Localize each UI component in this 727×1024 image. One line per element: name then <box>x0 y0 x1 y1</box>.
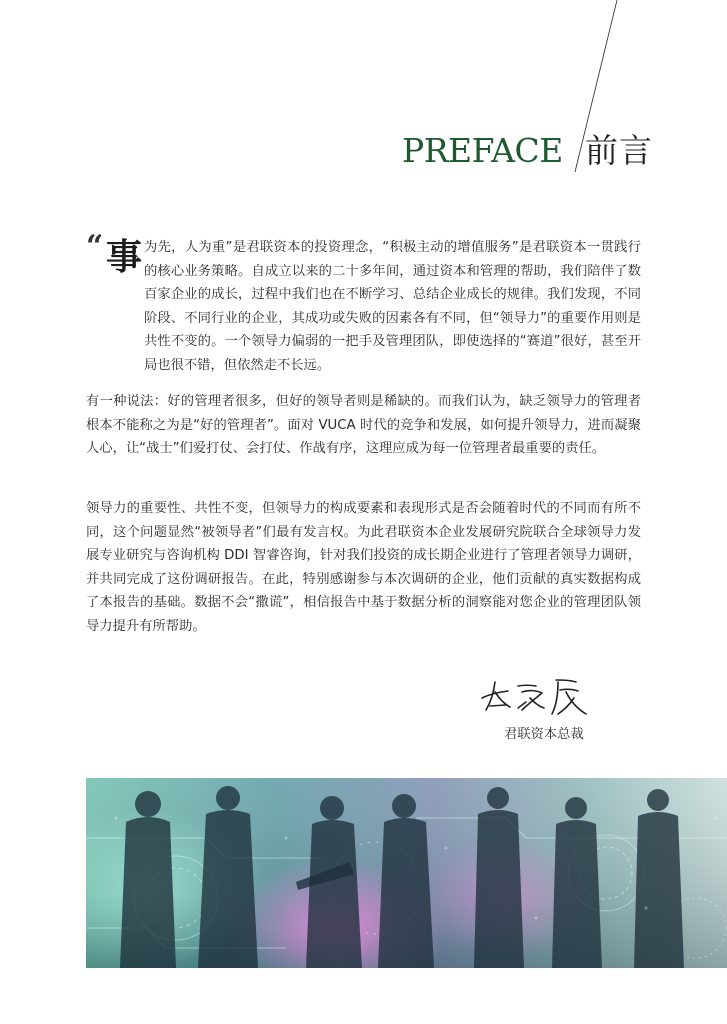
drop-cap: 事 <box>106 237 143 278</box>
opening-quote-mark: “ <box>86 229 104 264</box>
paragraph-1 <box>86 229 641 377</box>
handwritten-signature <box>478 674 598 718</box>
heading-chinese: 前言 <box>585 131 653 170</box>
signature-title: 君联资本总裁 <box>504 727 584 742</box>
paragraph-2-text: 有一种说法：好的管理者很多，但好的领导者则是稀缺的。而我们认为，缺乏领导力的管理者根本不能称之为是“好的管理者”。面对 VUCA 时代的竞争和发展，如何提升领导力，进而凝聚人心，让“战士”们爱打仗、会打仗、作战有序，这理应成为每一位管理者最重要的责任。 <box>86 394 641 456</box>
paragraph-2 <box>86 390 641 461</box>
heading-english: PREFACE <box>402 131 563 170</box>
hero-image-business-team <box>86 778 727 968</box>
paragraph-1-text: 为先，人为重”是君联资本的投资理念，“积极主动的增值服务”是君联资本一贯践行的核心业务策略。自成立以来的二十多年间，通过资本和管理的帮助，我们陪伴了数百家企业的成长，过程中我们也在不断学习、总结企业成长的规律。我们发现，不同阶段、不同行业的企业，其成功或失败的因素各有不同，但“领导力”的重要作用则是共性不变的。一个领导力偏弱的一把手及管理团队，即使选择的“赛道”很好，甚至开局也很不错，但依然走不长远。 <box>144 240 641 373</box>
preface-heading <box>402 128 672 178</box>
paragraph-3-text: 领导力的重要性、共性不变，但领导力的构成要素和表现形式是否会随着时代的不同而有所不同，这个问题显然“被领导者”们最有发言权。为此君联资本企业发展研究院联合全球领导力发展专业研究与咨询机构 DDI 智睿咨询，针对我们投资的成长期企业进行了管理者领导力调研，并共同完成了这份调研报告。在此，特别感谢参与本次调研的企业，他们贡献的真实数据构成了本报告的基础。数据不会“撒谎”，相信报告中基于数据分析的洞察能对您企业的管理团队领导力提升有所帮助。 <box>86 501 641 634</box>
paragraph-3 <box>86 497 641 638</box>
